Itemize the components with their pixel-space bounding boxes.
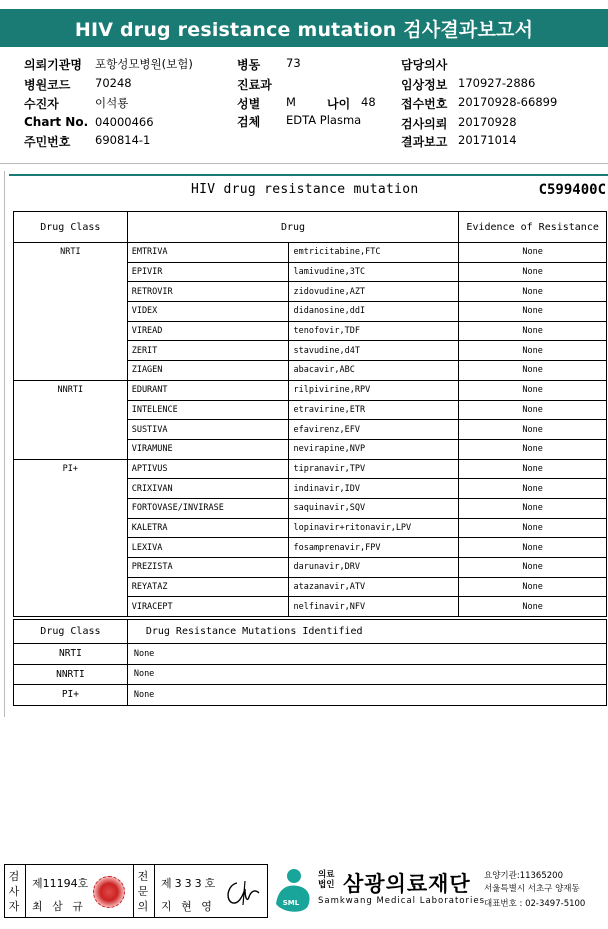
brand-name-cell: VIRAMUNE <box>127 439 289 459</box>
brand-name-cell: LEXIVA <box>127 538 289 558</box>
evidence-cell: None <box>459 262 607 282</box>
sex-label: 성별 <box>237 97 261 111</box>
org-name: 삼광의료재단 <box>343 872 471 896</box>
generic-name-cell: efavirenz,EFV <box>289 420 459 440</box>
divider <box>133 865 134 917</box>
patient-info <box>0 54 608 154</box>
chart-value: 04000466 <box>95 115 154 129</box>
sml-logo-icon <box>272 866 314 916</box>
evidence-cell: None <box>459 420 607 440</box>
hospital-code-label: 병원코드 <box>24 78 71 92</box>
drug-class-cell: NNRTI <box>14 664 128 685</box>
report-top-line <box>9 174 608 176</box>
table-row <box>14 644 607 665</box>
doctor-label: 담당의사 <box>401 58 448 72</box>
patient-label: 수진자 <box>24 97 59 111</box>
drug-class-cell: PI+ <box>14 459 128 617</box>
generic-name-cell: emtricitabine,FTC <box>289 243 459 263</box>
report-date-value: 20171014 <box>458 133 517 147</box>
receipt-label: 접수번호 <box>401 97 448 111</box>
brand-name-cell: VIRACEPT <box>127 597 289 617</box>
mutation-cell: None <box>127 644 606 665</box>
brand-name-cell: PREZISTA <box>127 558 289 578</box>
generic-name-cell: atazanavir,ATV <box>289 577 459 597</box>
evidence-cell: None <box>459 380 607 400</box>
clinical-label: 임상정보 <box>401 78 448 92</box>
generic-name-cell: rilpivirine,RPV <box>289 380 459 400</box>
specimen-label: 검체 <box>237 115 261 129</box>
evidence-cell: None <box>459 341 607 361</box>
logo-text: SML <box>282 899 300 907</box>
brand-name-cell: EPIVIR <box>127 262 289 282</box>
generic-name-cell: nevirapine,NVP <box>289 439 459 459</box>
header-evidence: Evidence of Resistance <box>459 212 607 243</box>
drug-class-cell: NRTI <box>14 243 128 381</box>
age-label: 나이 <box>327 97 351 111</box>
evidence-cell: None <box>459 479 607 499</box>
brand-name-cell: EDURANT <box>127 380 289 400</box>
evidence-cell: None <box>459 302 607 322</box>
evidence-cell: None <box>459 577 607 597</box>
institution-label: 의뢰기관명 <box>24 58 82 72</box>
dept-label: 진료과 <box>237 78 272 92</box>
org-phone: 대표번호 : 02-3497-5100 <box>484 899 586 909</box>
institution-value: 포항성모병원(보험) <box>95 57 193 71</box>
header-drug: Drug <box>127 212 459 243</box>
report-title: HIV drug resistance mutation 검사결과보고서 <box>0 9 608 47</box>
brand-name-cell: RETROVIR <box>127 282 289 302</box>
generic-name-cell: nelfinavir,NFV <box>289 597 459 617</box>
patient-value: 이석룡 <box>95 96 129 110</box>
generic-name-cell: etravirine,ETR <box>289 400 459 420</box>
resident-value: 690814-1 <box>95 133 151 147</box>
brand-name-cell: SUSTIVA <box>127 420 289 440</box>
table-row <box>14 664 607 685</box>
specialist-number: 제333호 <box>161 877 219 890</box>
report-body <box>4 171 608 717</box>
generic-name-cell: didanosine,ddI <box>289 302 459 322</box>
signature-box <box>4 864 268 918</box>
ward-label: 병동 <box>237 58 261 72</box>
generic-name-cell: lamivudine,3TC <box>289 262 459 282</box>
mutations-table <box>13 619 607 706</box>
brand-name-cell: CRIXIVAN <box>127 479 289 499</box>
evidence-cell: None <box>459 400 607 420</box>
drug-class-cell: NNRTI <box>14 380 128 459</box>
mutation-cell: None <box>127 664 606 685</box>
request-label: 검사의뢰 <box>401 117 448 131</box>
separator-line <box>0 163 608 164</box>
header-drug-class-2: Drug Class <box>14 620 128 644</box>
brand-name-cell: KALETRA <box>127 518 289 538</box>
signature-icon <box>223 877 263 909</box>
seal-stamp-icon <box>93 876 125 908</box>
evidence-cell: None <box>459 558 607 578</box>
brand-name-cell: FORTOVASE/INVIRASE <box>127 498 289 518</box>
receipt-value: 20170928-66899 <box>458 95 558 109</box>
report-date-label: 결과보고 <box>401 135 448 149</box>
table-row <box>14 243 607 263</box>
evidence-cell: None <box>459 361 607 381</box>
org-english-name: Samkwang Medical Laboratories <box>318 896 486 906</box>
hospital-code-value: 70248 <box>95 76 132 90</box>
brand-name-cell: REYATAZ <box>127 577 289 597</box>
specialist-label: 전문의 <box>137 870 149 913</box>
evidence-cell: None <box>459 538 607 558</box>
brand-name-cell: VIREAD <box>127 321 289 341</box>
header-drug-class: Drug Class <box>14 212 128 243</box>
brand-name-cell: EMTRIVA <box>127 243 289 263</box>
generic-name-cell: saquinavir,SQV <box>289 498 459 518</box>
org-code: 요양기관:11365200 <box>484 871 563 881</box>
specialist-name: 지 현 영 <box>161 900 215 913</box>
generic-name-cell: darunavir,DRV <box>289 558 459 578</box>
generic-name-cell: lopinavir+ritonavir,LPV <box>289 518 459 538</box>
brand-name-cell: APTIVUS <box>127 459 289 479</box>
org-prefix-line-1: 의료 <box>318 870 335 880</box>
divider <box>25 865 26 917</box>
mutation-cell: None <box>127 685 606 706</box>
brand-name-cell: INTELENCE <box>127 400 289 420</box>
specimen-value: EDTA Plasma <box>286 113 362 127</box>
tester-label: 검사자 <box>8 870 20 913</box>
generic-name-cell: tenofovir,TDF <box>289 321 459 341</box>
evidence-cell: None <box>459 282 607 302</box>
evidence-cell: None <box>459 459 607 479</box>
clinical-value: 170927-2886 <box>458 76 536 90</box>
header-mutations: Drug Resistance Mutations Identified <box>127 620 606 644</box>
org-prefix <box>318 870 334 890</box>
evidence-cell: None <box>459 243 607 263</box>
ward-value: 73 <box>286 56 301 70</box>
drug-class-cell: NRTI <box>14 644 128 665</box>
report-section-title: HIV drug resistance mutation <box>191 182 419 197</box>
sex-value: M <box>286 95 296 109</box>
table-row <box>14 380 607 400</box>
generic-name-cell: fosamprenavir,FPV <box>289 538 459 558</box>
generic-name-cell: stavudine,d4T <box>289 341 459 361</box>
table-row <box>14 459 607 479</box>
tester-name: 최 삼 규 <box>32 900 86 913</box>
evidence-cell: None <box>459 498 607 518</box>
evidence-cell: None <box>459 597 607 617</box>
brand-name-cell: ZIAGEN <box>127 361 289 381</box>
report-code: C599400C <box>538 182 606 198</box>
evidence-cell: None <box>459 518 607 538</box>
org-address: 서울특별시 서초구 양재동 <box>484 884 580 894</box>
table-row <box>14 685 607 706</box>
generic-name-cell: abacavir,ABC <box>289 361 459 381</box>
brand-name-cell: ZERIT <box>127 341 289 361</box>
generic-name-cell: zidovudine,AZT <box>289 282 459 302</box>
generic-name-cell: indinavir,IDV <box>289 479 459 499</box>
evidence-cell: None <box>459 439 607 459</box>
brand-name-cell: VIDEX <box>127 302 289 322</box>
divider <box>154 865 155 917</box>
request-value: 20170928 <box>458 115 517 129</box>
org-prefix-line-2: 법인 <box>318 880 335 890</box>
resident-label: 주민번호 <box>24 135 71 149</box>
age-value: 48 <box>361 95 376 109</box>
generic-name-cell: tipranavir,TPV <box>289 459 459 479</box>
tester-number: 제11194호 <box>32 877 89 890</box>
drug-class-cell: PI+ <box>14 685 128 706</box>
chart-label: Chart No. <box>24 115 89 129</box>
evidence-cell: None <box>459 321 607 341</box>
footer <box>0 858 608 929</box>
resistance-table <box>13 211 607 617</box>
